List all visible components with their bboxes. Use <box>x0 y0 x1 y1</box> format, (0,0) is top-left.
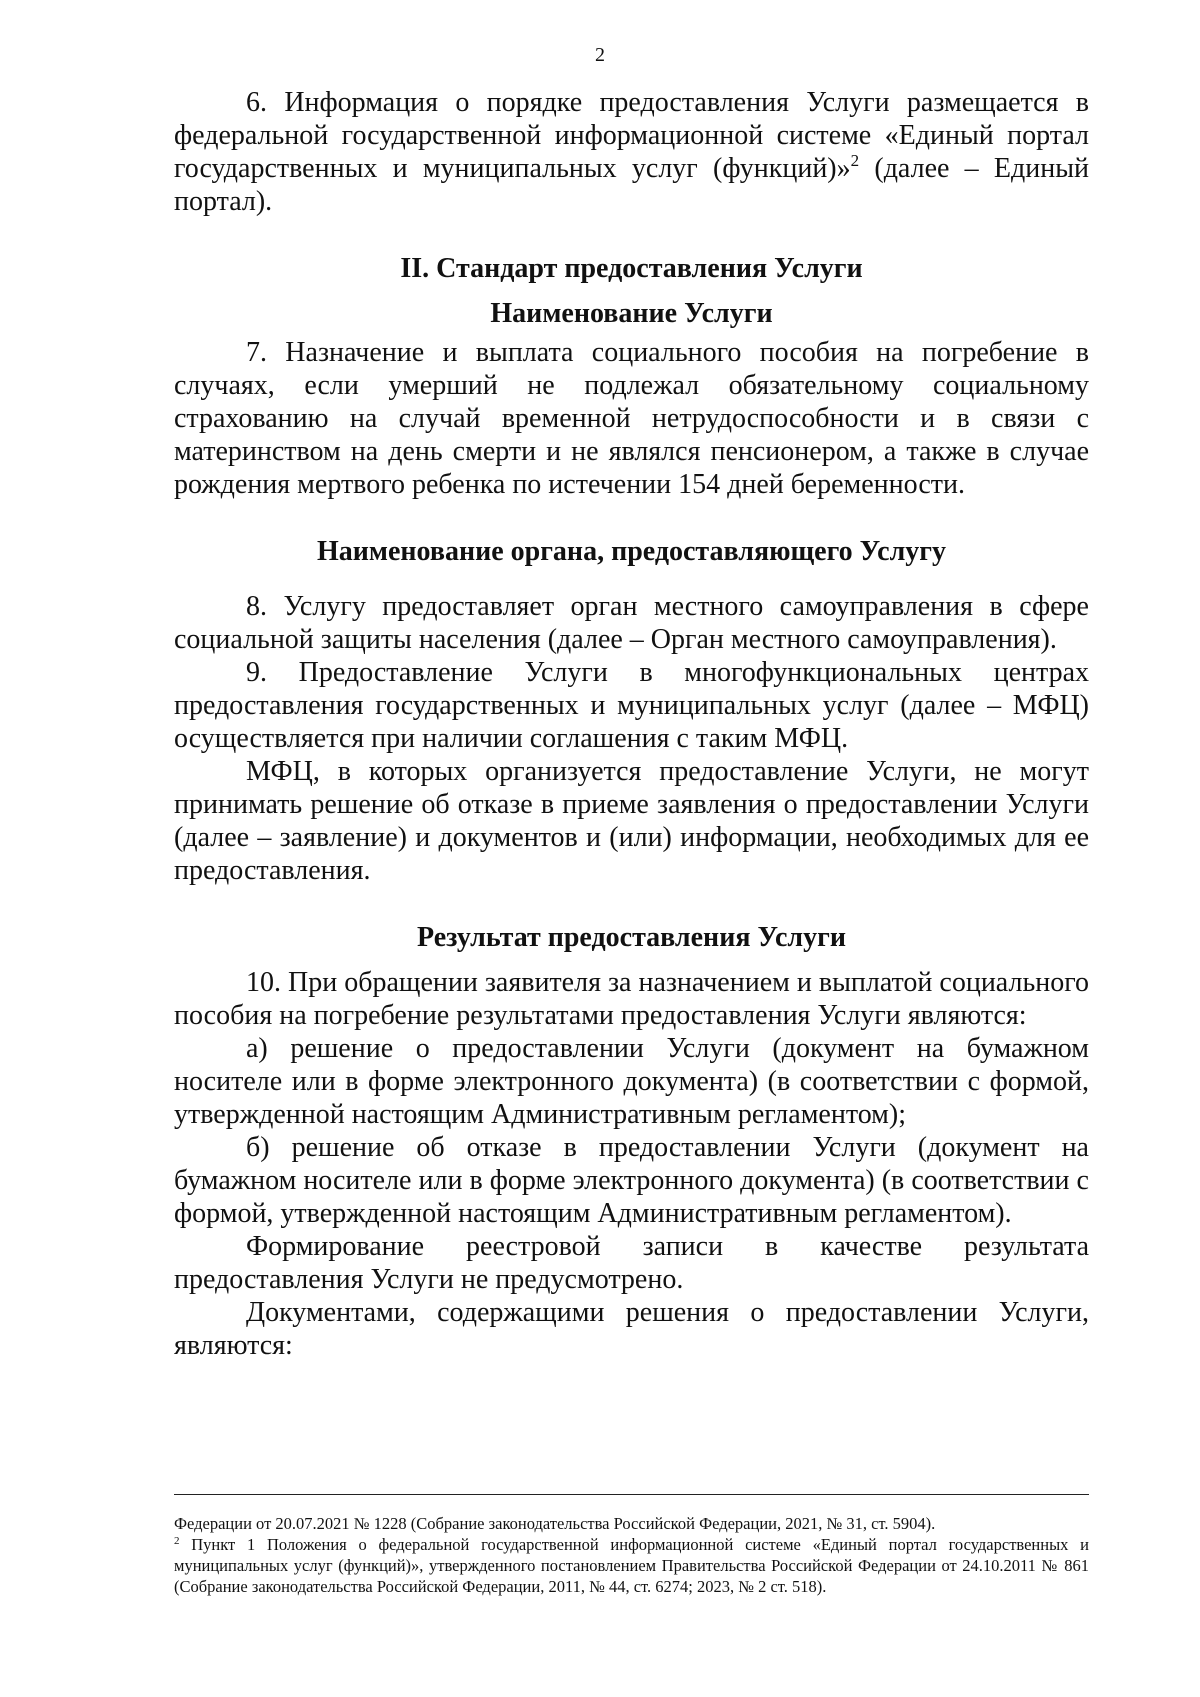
paragraph-7: 7. Назначение и выплата социального пособия на погребение в случаях, если умерший не подлежал обязательному социальному страхованию на случай временной нетрудоспособности и в связи с материнством на день смерти и не являлся пенсионером, а также в случае рождения мертвого ребенка по истечении 154 дней беременности. <box>174 337 1089 500</box>
paragraph-10: 10. При обращении заявителя за назначением и выплатой социального пособия на погребение результатами предоставления Услуги являются: <box>174 967 1089 1031</box>
footnote-separator <box>174 1494 1089 1495</box>
document-body <box>174 86 1089 1362</box>
paragraph-9: 9. Предоставление Услуги в многофункциональных центрах предоставления государственных и муниципальных услуг (далее – МФЦ) осуществляется при наличии соглашения с таким МФЦ. <box>174 657 1089 754</box>
paragraph-10-b: б) решение об отказе в предоставлении Услуги (документ на бумажном носителе или в форме электронного документа) (в соответствии с формой, утвержденной настоящим Административным регламентом). <box>174 1132 1089 1229</box>
footnote-2: $^2$ Пункт 1 Положения о федеральной государственной информационной системе «Единый портал государственных и муниципальных услуг (функций)», утвержденного постановлением Правительства Российской Федерации от 24.10.2011 № 861 (Собрание законодательства Российской Федерации, 2011, № 44, ст. 6274; 2023, № 2 ст. 518). <box>174 1535 1089 1596</box>
paragraph-10-a: а) решение о предоставлении Услуги (документ на бумажном носителе или в форме электронного документа) (в соответствии с формой, утвержденной настоящим Административным регламентом); <box>174 1033 1089 1130</box>
subsection-title-result: Результат предоставления Услуги <box>417 922 846 953</box>
subsection-title-providing-body: Наименование органа, предоставляющего Услугу <box>316 536 946 567</box>
paragraph-10-d: Документами, содержащими решения о предоставлении Услуги, являются: <box>174 1297 1089 1361</box>
footnote-2-mark: 2 <box>174 1535 180 1547</box>
section-title: II. Стандарт предоставления Услуги <box>400 253 863 284</box>
paragraph-8: 8. Услугу предоставляет орган местного самоуправления в сфере социальной защиты населения (далее – Орган местного самоуправления). <box>174 591 1089 655</box>
footnotes <box>174 1513 1089 1597</box>
paragraph-10-c: Формирование реестровой записи в качестве результата предоставления Услуги не предусмотрено. <box>174 1231 1089 1295</box>
page-number: 2 <box>595 44 605 66</box>
footnote-ref-2: 2 <box>850 151 860 170</box>
paragraph-9-continuation: МФЦ, в которых организуется предоставление Услуги, не могут принимать решение об отказе в приеме заявления о предоставлении Услуги (далее – заявление) и документов и (или) информации, необходимых для ее предоставления. <box>174 756 1089 886</box>
footnote-continuation: Федерации от 20.07.2021 № 1228 (Собрание законодательства Российской Федерации, 2021, № 31, ст. 5904). <box>174 1514 936 1533</box>
paragraph-6: 6. Информация о порядке предоставления Услуги размещается в федеральной государственной информационной системе «Единый портал государственных и муниципальных услуг (функций)»$^2$ (далее – Единый портал). <box>174 87 1089 217</box>
subsection-title-service-name: Наименование Услуги <box>490 298 773 329</box>
